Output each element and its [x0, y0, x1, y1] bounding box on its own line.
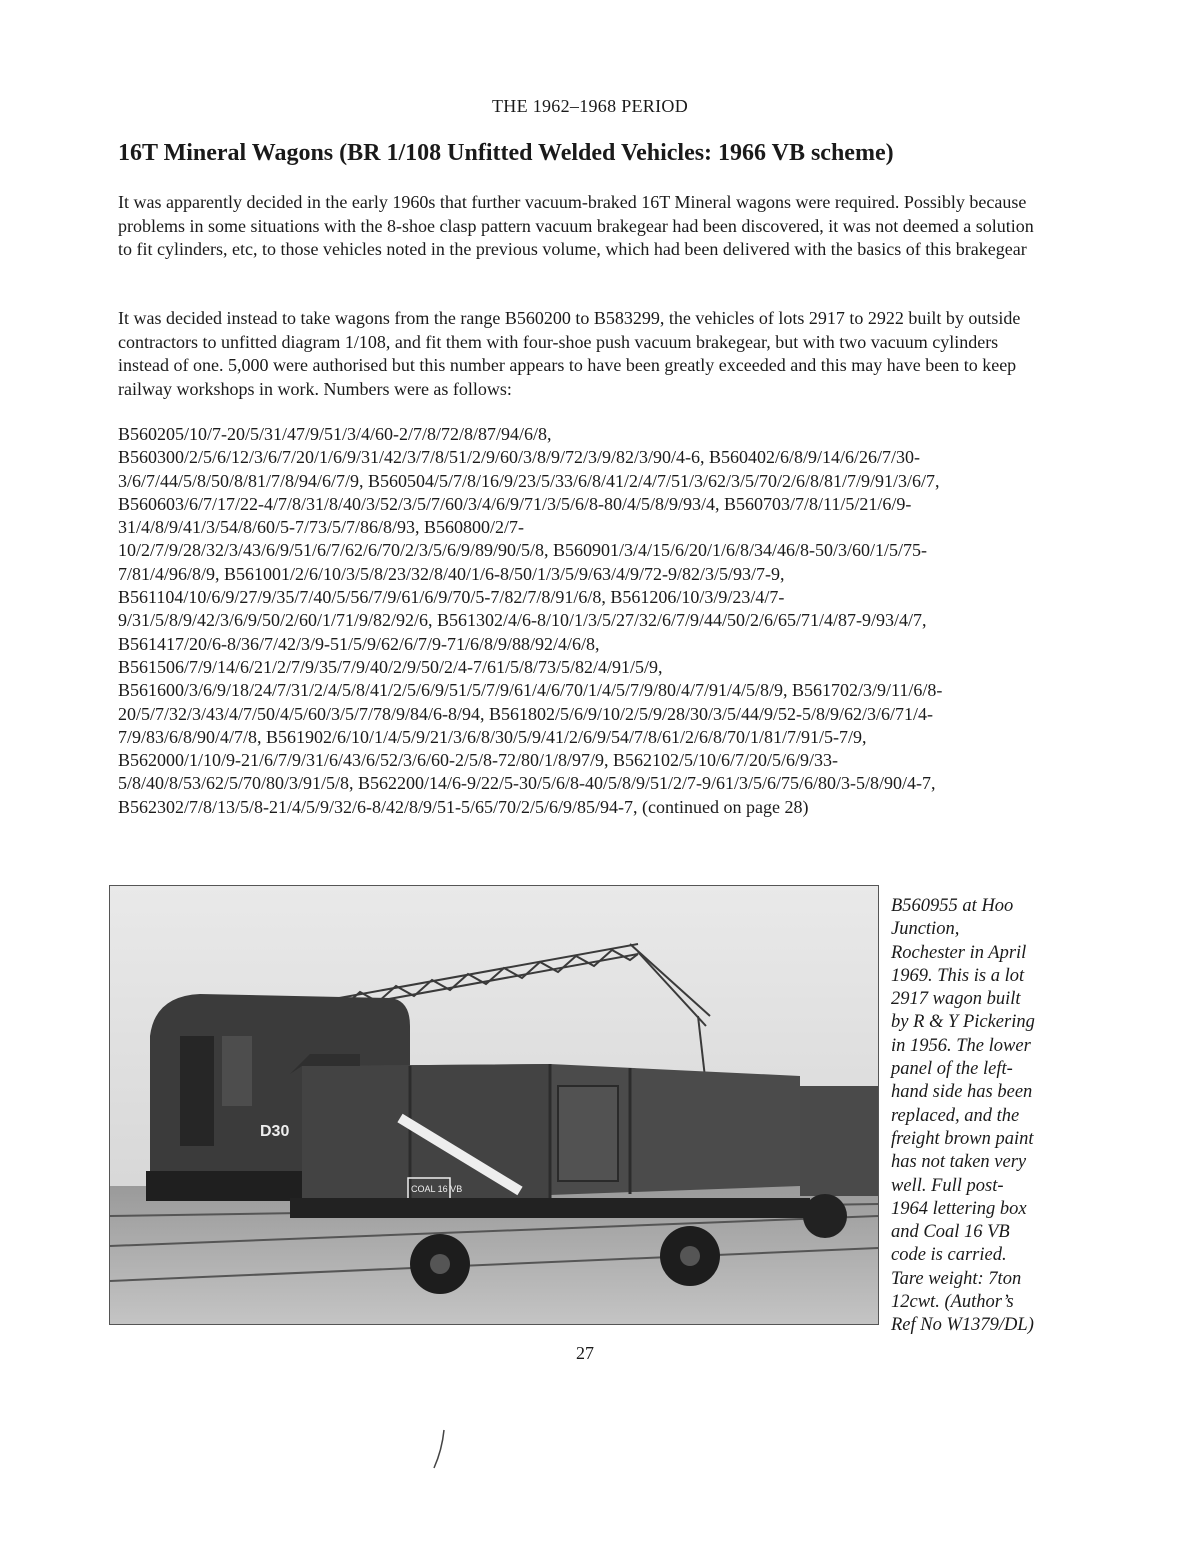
selection-paragraph: It was decided instead to take wagons from the range B560200 to B583299, the vehicles of lots 2917 to 2922 built by outside contractors to unfitted diagram 1/108, and fit them with four-shoe push vacuum brakegear, but with two vacuum cylinders instead of one. 5,000 were authorised but this number appears to have been greatly exceeded and this may have been to keep railway workshops in work. Numbers were as follows: — [118, 308, 1021, 399]
wagon-photograph — [109, 885, 879, 1325]
caption-line: code is carried. — [891, 1245, 1007, 1266]
caption-line: B560955 at Hoo — [891, 896, 1014, 916]
wagon-code-label: COAL 16 VB — [411, 1184, 463, 1194]
number-list-line: 31/4/8/9/41/3/54/8/60/5-7/73/5/7/86/8/93, B560800/2/7- — [118, 517, 525, 538]
number-list-line: B562302/7/8/13/5/8-21/4/5/9/32/6-8/42/8/9/51-5/65/70/2/5/6/9/85/94-7, (continued on page 28) — [118, 796, 809, 817]
pen-mark — [430, 1428, 450, 1472]
caption-line: Junction, — [891, 919, 960, 940]
caption-line: 2917 wagon built — [891, 989, 1021, 1010]
number-list-line: B560603/6/7/17/22-4/7/8/31/8/40/3/52/3/5/7/60/3/4/6/9/71/3/5/6/8-80/4/5/8/9/93/4, B560703/7/8/11/5/21/6/9- — [118, 493, 912, 514]
caption-line: 12cwt. (Author’s — [891, 1292, 1014, 1313]
number-list-line: 7/81/4/96/8/9, B561001/2/6/10/3/5/8/23/32/8/40/1/6-8/50/1/3/5/9/63/4/9/72-9/82/3/5/93/7-9, — [118, 563, 785, 584]
page-number: 27 — [576, 1343, 594, 1363]
section-heading: 16T Mineral Wagons (BR 1/108 Unfitted Welded Vehicles: 1966 VB scheme) — [118, 140, 894, 166]
number-list-line: B560300/2/5/6/12/3/6/7/20/1/6/9/31/42/3/7/8/51/2/9/60/3/8/9/72/3/9/82/3/90/4-6, B560402/6/8/9/14/6/26/7/30- — [118, 447, 921, 468]
number-list-line: 5/8/40/8/53/62/5/70/80/3/91/5/8, B562200/14/6-9/22/5-30/5/6/8-40/5/8/9/51/2/7-9/61/3/5/6/75/6/80/3-5/8/90/4-7, — [118, 773, 936, 794]
caption-line: hand side has been — [891, 1082, 1033, 1103]
caption-line: by R & Y Pickering — [891, 1012, 1035, 1033]
intro-paragraph: It was apparently decided in the early 1960s that further vacuum-braked 16T Mineral wagons were required. Possibly because problems in some situations with the 8-shoe clasp pattern vacuum brakegear had been discovered, it was not deemed a solution to fit cylinders, etc, to those vehicles noted in the previous volume, which had been delivered with the basics of this brakegear — [118, 192, 1034, 260]
wagon-number-list — [118, 423, 1058, 819]
caption-line: freight brown paint — [891, 1128, 1034, 1149]
number-list-line: 9/31/5/8/9/42/3/6/9/50/2/60/1/71/9/82/92/6, B561302/4/6-8/10/1/3/5/27/32/6/7/9/44/50/2/6/65/71/4/87-9/93/4/7, — [118, 610, 927, 631]
caption-line: Tare weight: 7ton — [891, 1268, 1022, 1289]
caption-line: Rochester in April — [891, 942, 1027, 963]
caption-line: in 1956. The lower — [891, 1035, 1031, 1056]
caption-line: 1964 lettering box — [891, 1198, 1027, 1219]
number-list-line: 3/6/7/44/5/8/50/8/81/7/8/94/6/7/9, B560504/5/7/8/16/9/23/5/33/6/8/41/2/4/7/51/3/62/3/5/70/2/6/8/81/7/9/91/3/6/7, — [118, 470, 940, 491]
number-list-line: B562000/1/10/9-21/6/7/9/31/6/43/6/52/3/6/60-2/5/8-72/80/1/8/97/9, B562102/5/10/6/7/20/5/6/9/33- — [118, 750, 839, 771]
number-list-line: B560205/10/7-20/5/31/47/9/51/3/4/60-2/7/8/72/8/87/94/6/8, — [118, 424, 552, 444]
wagon-photo-illustration — [110, 886, 878, 1324]
caption-line: Ref No W1379/DL) — [891, 1315, 1034, 1336]
locomotive-number: D30 — [260, 1123, 290, 1140]
number-list-line: B561417/20/6-8/36/7/42/3/9-51/5/9/62/6/7/9-71/6/8/9/88/92/4/6/8, — [118, 633, 600, 654]
caption-line: well. Full post- — [891, 1175, 1004, 1196]
number-list-line: B561600/3/6/9/18/24/7/31/2/4/5/8/41/2/5/6/9/51/5/7/9/61/4/6/70/1/4/5/7/9/80/4/7/91/4/5/8/9, B561702/3/9/11/6/8- — [118, 680, 943, 701]
number-list-line: 7/9/83/6/8/90/4/7/8, B561902/6/10/1/4/5/9/21/3/6/8/30/5/9/41/2/6/9/54/7/8/61/2/6/8/70/1/81/7/91/5-7/9, — [118, 726, 867, 747]
number-list-line: 10/2/7/9/28/32/3/43/6/9/51/6/7/62/6/70/2/3/5/6/9/89/90/5/8, B560901/3/4/15/6/20/1/6/8/34/46/8-50/3/60/1/5/75- — [118, 540, 928, 561]
caption-line: and Coal 16 VB — [891, 1222, 1010, 1243]
running-head: THE 1962–1968 PERIOD — [492, 96, 688, 116]
caption-line: has not taken very — [891, 1152, 1027, 1173]
caption-line: 1969. This is a lot — [891, 965, 1025, 986]
number-list-line: B561104/10/6/9/27/9/35/7/40/5/56/7/9/61/6/9/70/5-7/82/7/8/91/6/8, B561206/10/3/9/23/4/7- — [118, 587, 785, 608]
number-list-line: B561506/7/9/14/6/21/2/7/9/35/7/9/40/2/9/50/2/4-7/61/5/8/73/5/82/4/91/5/9, — [118, 656, 663, 677]
number-list-line: 20/5/7/32/3/43/4/7/50/4/5/60/3/5/7/78/9/84/6-8/94, B561802/5/6/9/10/2/5/9/28/30/3/5/44/9/52-5/8/9/62/3/6/71/4- — [118, 703, 934, 724]
caption-line: panel of the left- — [891, 1059, 1013, 1080]
photo-caption — [891, 895, 1071, 1338]
caption-line: replaced, and the — [891, 1105, 1020, 1126]
